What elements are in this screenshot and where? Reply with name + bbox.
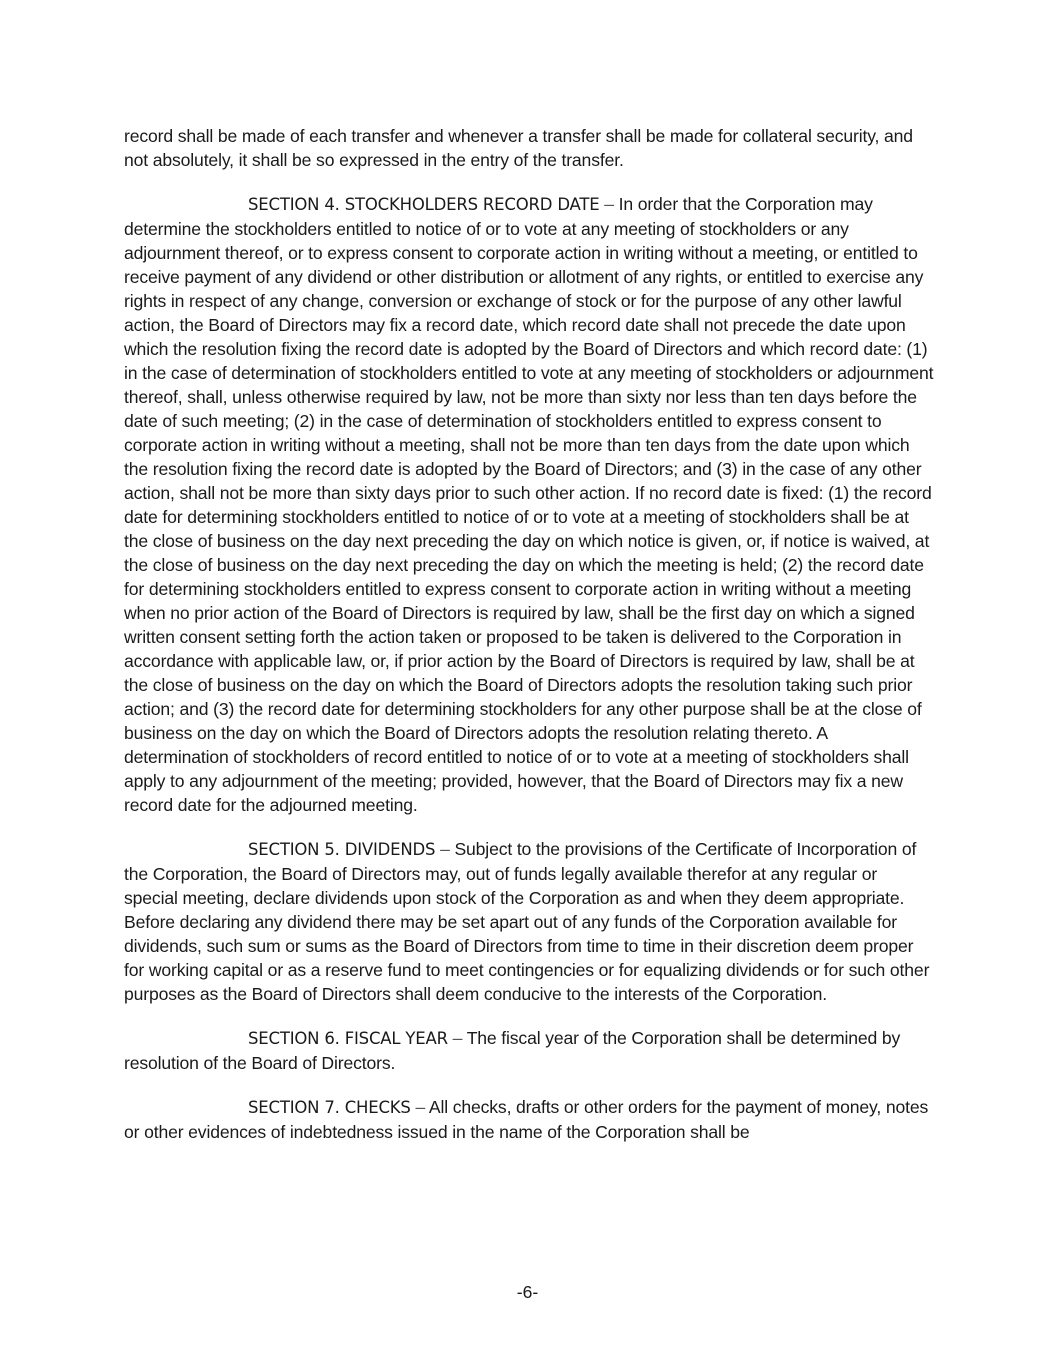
section-6-heading: SECTION 6. FISCAL YEAR: [248, 1029, 448, 1048]
page-number: -6-: [516, 1282, 539, 1302]
section-5-dash: –: [440, 839, 450, 859]
section-4-dash: –: [604, 194, 614, 214]
section-6-paragraph: [124, 1026, 934, 1075]
section-7-heading: SECTION 7. CHECKS: [248, 1098, 411, 1117]
section-5-body: Subject to the provisions of the Certificate of Incorporation of the Corporation, the Board of Directors may, out of funds legally available therefor at any regular or special meeting, declare dividends upon stock of the Corporation as and when they deem appropriate. Before declaring any dividend there may be set apart out of any funds of the Corporation available for dividends, such sum or sums as the Board of Directors from time to time in their discretion deem proper for working capital or as a reserve fund to meet contingencies or for equalizing dividends or for such other purposes as the Board of Directors shall deem conducive to the interests of the Corporation.: [124, 839, 930, 1004]
section-7-paragraph: [124, 1095, 934, 1144]
section-5-paragraph: [124, 837, 934, 1006]
section-4-heading: SECTION 4. STOCKHOLDERS RECORD DATE: [248, 195, 600, 214]
continuation-text: record shall be made of each transfer and whenever a transfer shall be made for collateral security, and not absolutely, it shall be so expressed in the entry of the transfer.: [124, 126, 913, 170]
section-6-body: The fiscal year of the Corporation shall be determined by resolution of the Board of Directors.: [124, 1028, 901, 1073]
section-6-dash: –: [452, 1028, 463, 1048]
section-5-heading: SECTION 5. DIVIDENDS: [248, 840, 436, 859]
section-4-paragraph: [124, 192, 934, 817]
section-7-dash: –: [415, 1097, 426, 1117]
document-body: [124, 124, 934, 1164]
section-4-body: In order that the Corporation may determine the stockholders entitled to notice of or to vote at any meeting of stockholders or any adjournment thereof, or to express consent to corporate action in writing without a meeting, or entitled to receive payment of any dividend or other distribution or allotment of any rights, or entitled to exercise any rights in respect of any change, conversion or exchange of stock or for the purpose of any other lawful action, the Board of Directors may fix a record date, which record date shall not precede the date upon which the resolution fixing the record date is adopted by the Board of Directors and which record date: (1) in the case of determination of stockholders entitled to vote at any meeting of stockholders or adjournment thereof, shall, unless otherwise required by law, not be more than sixty nor less than ten days before the date of such meeting; (2) in the case of determination of stockholders entitled to express consent to corporate action in writing without a meeting, shall not be more than ten days from the date upon which the resolution fixing the record date is adopted by the Board of Directors; and (3) in the case of any other action, shall not be more than sixty days prior to such other action. If no record date is fixed: (1) the record date for determining stockholders entitled to notice of or to vote at a meeting of stockholders shall be at the close of business on the day next preceding the day on which notice is given, or, if notice is waived, at the close of business on the day next preceding the day on which the meeting is held; (2) the record date for determining stockholders entitled to express consent to corporate action in writing without a meeting when no prior action of the Board of Directors is required by law, shall be the first day on which a signed written consent setting forth the action taken or proposed to be taken is delivered to the Corporation in accordance with applicable law, or, if prior action by the Board of Directors is required by law, shall be at the close of business on the day on which the Board of Directors adopts the resolution taking such prior action; and (3) the record date for determining stockholders for any other purpose shall be at the close of business on the day on which the Board of Directors adopts the resolution relating thereto. A determination of stockholders of record entitled to notice of or to vote at a meeting of stockholders shall apply to any adjournment of the meeting; provided, however, that the Board of Directors may fix a new record date for the adjourned meeting.: [124, 194, 934, 815]
continuation-paragraph: [124, 124, 934, 172]
section-7-body: All checks, drafts or other orders for the payment of money, notes or other evidences of indebtedness issued in the name of the Corporation shall be: [124, 1097, 929, 1142]
